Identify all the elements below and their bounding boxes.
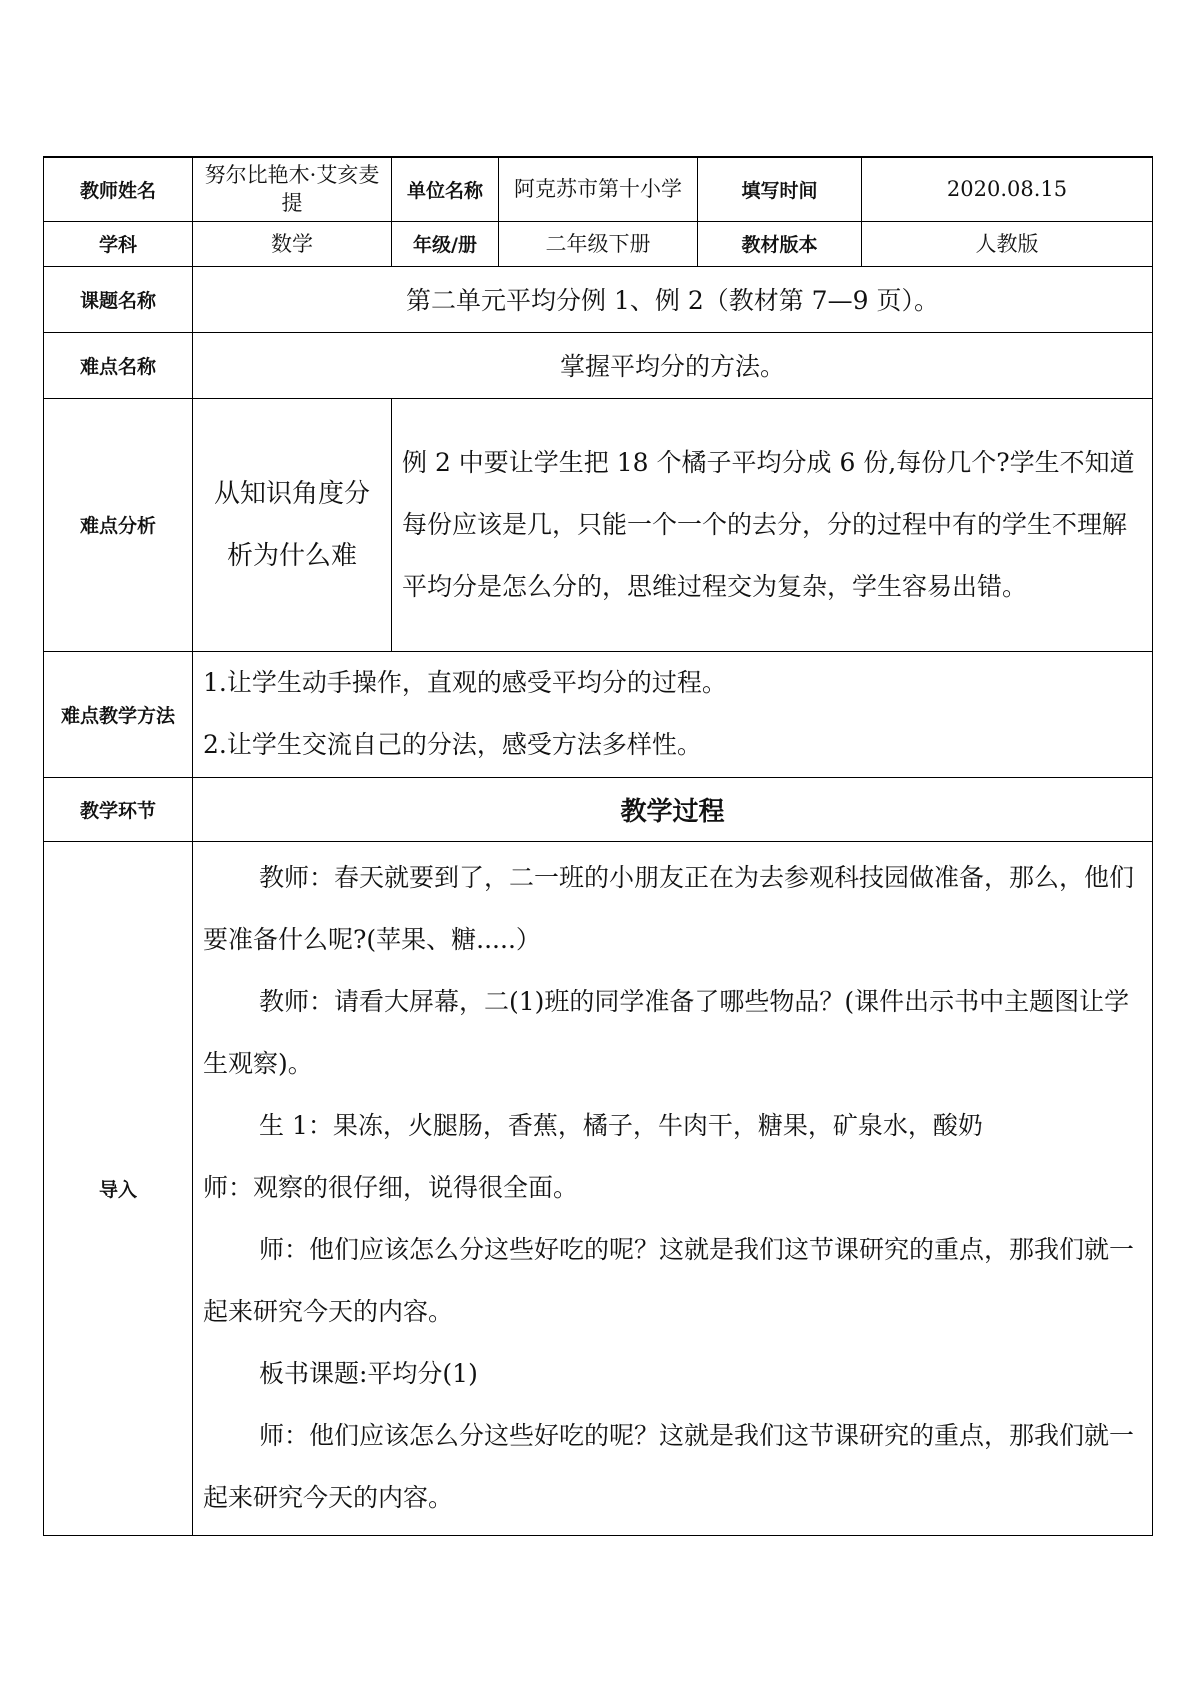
lesson-plan-table [43, 156, 1153, 1536]
methods-label: 难点教学方法 [44, 651, 193, 777]
process-heading: 教学过程 [193, 777, 1153, 841]
difficulty-row [44, 332, 1153, 398]
intro-label: 导入 [44, 841, 193, 1535]
edition: 人教版 [862, 221, 1153, 266]
grade: 二年级下册 [499, 221, 698, 266]
intro-paragraph: 师：观察的很仔细，说得很全面。 [203, 1173, 579, 1202]
analysis-sub-label: 从知识角度分析为什么难 [193, 398, 392, 651]
teacher-name-label: 教师姓名 [44, 157, 193, 221]
difficulty-label: 难点名称 [44, 332, 193, 398]
analysis-row [44, 398, 1153, 651]
process-header-row [44, 777, 1153, 841]
analysis-label: 难点分析 [44, 398, 193, 651]
edition-label: 教材版本 [698, 221, 862, 266]
header-row-1 [44, 157, 1153, 221]
methods-list [193, 651, 1153, 777]
intro-paragraph: 师：他们应该怎么分这些好吃的呢？这就是我们这节课研究的重点，那我们就一起来研究今天的内容。 [203, 1421, 1135, 1512]
method-item: 2.让学生交流自己的分法，感受方法多样性。 [203, 730, 702, 759]
unit-label: 单位名称 [392, 157, 499, 221]
intro-paragraph: 教师：请看大屏幕，二(1)班的同学准备了哪些物品？(课件出示书中主题图让学生观察)。 [203, 987, 1130, 1078]
topic-row [44, 266, 1153, 332]
fill-time-label: 填写时间 [698, 157, 862, 221]
topic-label: 课题名称 [44, 266, 193, 332]
methods-row [44, 651, 1153, 777]
process-step-label: 教学环节 [44, 777, 193, 841]
analysis-text: 例 2 中要让学生把 18 个橘子平均分成 6 份,每份几个?学生不知道每份应该是几，只能一个一个的去分，分的过程中有的学生不理解平均分是怎么分的，思维过程交为复杂，学生容易出错。 [392, 398, 1153, 651]
teacher-name: 努尔比艳木·艾亥麦提 [193, 157, 392, 221]
intro-paragraph: 师：他们应该怎么分这些好吃的呢？这就是我们这节课研究的重点，那我们就一起来研究今天的内容。 [203, 1235, 1135, 1326]
fill-time: 2020.08.15 [862, 157, 1153, 221]
intro-row [44, 841, 1153, 1535]
subject: 数学 [193, 221, 392, 266]
intro-paragraph: 教师：春天就要到了，二一班的小朋友正在为去参观科技园做准备，那么，他们要准备什么呢?(苹果、糖.....） [203, 863, 1135, 954]
unit-name: 阿克苏市第十小学 [499, 157, 698, 221]
grade-label: 年级/册 [392, 221, 499, 266]
intro-paragraph: 板书课题:平均分(1) [259, 1359, 478, 1388]
difficulty-value: 掌握平均分的方法。 [193, 332, 1153, 398]
topic-value: 第二单元平均分例 1、例 2（教材第 7—9 页）。 [193, 266, 1153, 332]
method-item: 1.让学生动手操作，直观的感受平均分的过程。 [203, 668, 727, 697]
header-row-2 [44, 221, 1153, 266]
intro-paragraph: 生 1：果冻，火腿肠，香蕉，橘子，牛肉干，糖果，矿泉水，酸奶 [259, 1111, 983, 1140]
subject-label: 学科 [44, 221, 193, 266]
intro-content [193, 841, 1153, 1535]
